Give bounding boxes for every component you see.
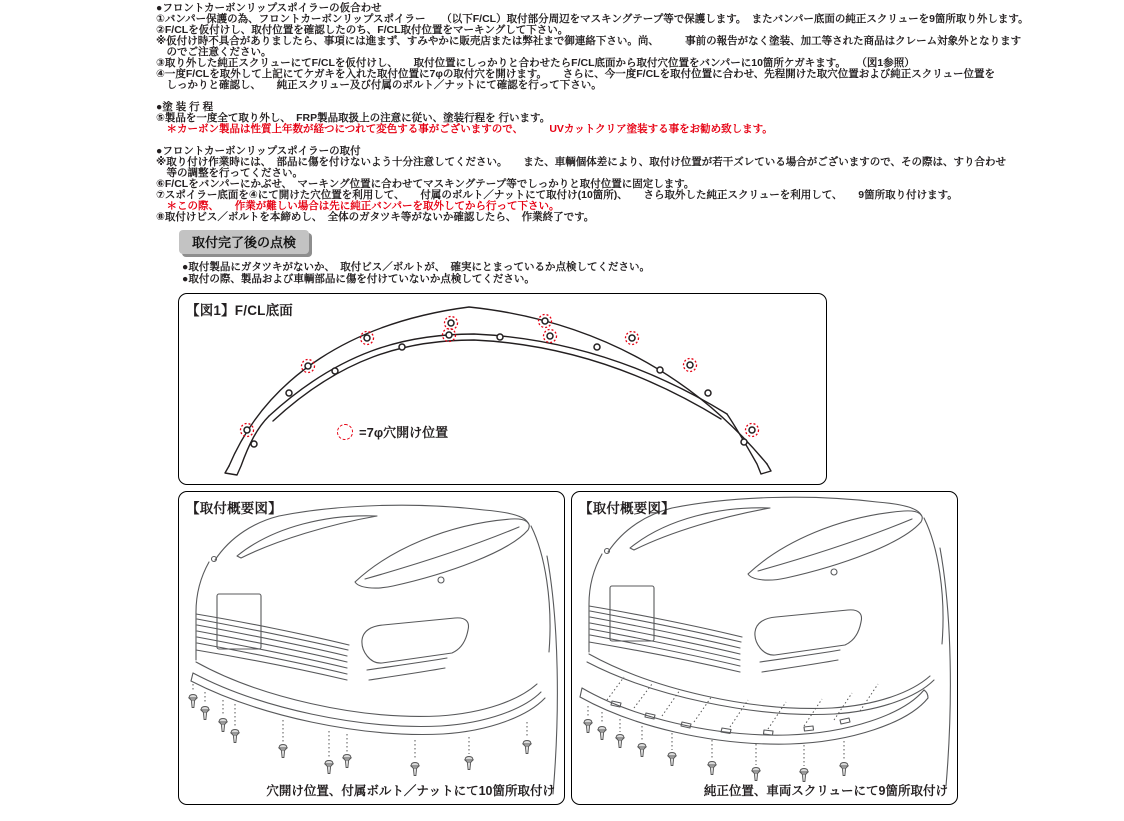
hole — [446, 332, 452, 338]
hole — [448, 320, 454, 326]
screw-icon — [523, 722, 531, 754]
instruction-line: ※取り付け作業時には、 部品に傷を付けないよう十分注意してください。 また、車輌個体差により、取付け位置が若干ズレている場合がございますので、その際は、すり合わせ — [156, 156, 1006, 168]
hole — [629, 335, 635, 341]
drill-hole-legend-icon — [337, 424, 353, 440]
figure1-label: 【図1】F/CL底面 — [186, 303, 294, 318]
hole — [542, 318, 548, 324]
overview-left-label: 【取付概要図】 — [186, 501, 282, 516]
screw-icon — [708, 740, 716, 775]
instruction-line: ●塗 装 行 程 — [156, 101, 214, 113]
overview-left-caption: 穴開け位置、付属ボルト／ナットにて10箇所取付け — [266, 784, 555, 798]
instruction-line: ⑥F/CLをバンパーにかぶせ、 マーキング位置に合わせてマスキングテープ等でしっかりと取付位置に固定します。 — [156, 178, 695, 190]
screw-icon — [840, 741, 848, 776]
screw-icon — [231, 704, 239, 743]
figure1-legend — [337, 422, 448, 441]
bolt-markers — [189, 684, 531, 776]
hole — [305, 363, 311, 369]
instruction-line: ＊この際、 作業が難しい場合は先に純正バンパーを取外してから行って下さい。 — [156, 200, 560, 212]
screw-icon — [668, 733, 676, 766]
factory-screw-hole — [594, 344, 600, 350]
car-front-line-art-bolts — [179, 492, 564, 804]
factory-screw-hole — [657, 367, 663, 373]
instruction-line: ※仮付け時不具合がありましたら、事項には進まず、すみやかに販売店または弊社まで御連絡下さい。尚、 事前の報告がなく塗装、加工等された商品はクレーム対象外となります — [156, 35, 1022, 47]
figure1-panel — [178, 293, 827, 485]
alignment-dash — [730, 700, 748, 727]
hole — [749, 427, 755, 433]
instruction-line — [156, 91, 1118, 102]
alignment-dash — [804, 699, 822, 726]
detached-lip-art — [580, 688, 928, 744]
factory-screw-hole — [497, 334, 503, 340]
instruction-line: しっかりと確認し、 純正スクリュー及び付属のボルト／ナットにて確認を行って下さい。 — [156, 79, 602, 91]
instruction-line: ④一度F/CLを取外して上記にてケガキを入れた取付位置に7φの取付穴を開けます。 さらに、今一度F/CLを取付位置に合わせ、先程開けた取穴位置および純正スクリュー位置を — [156, 68, 995, 80]
figure1-legend-text: =7φ穴開け位置 — [359, 425, 449, 440]
factory-screw-hole — [286, 390, 292, 396]
screw-icon — [219, 700, 227, 732]
screw-icon — [598, 712, 606, 740]
alignment-dash — [860, 684, 878, 711]
instruction-line: 等の調整を行ってください。 — [156, 167, 303, 179]
screw-icon — [638, 726, 646, 757]
screw-icon — [279, 720, 287, 758]
inspection-heading: 取付完了後の点検 — [179, 230, 309, 254]
instruction-text-block — [156, 3, 1118, 223]
instruction-line: ②F/CLを仮付けし、取付位置を確認したのち、F/CL取付位置をマーキングして下さい。 — [156, 24, 569, 36]
screw-icon — [201, 692, 209, 720]
instruction-line: ⑤製品を一度全て取り外し、 FRP製品取扱上の注意に従い、塗装行程を 行います。 — [156, 112, 551, 124]
overview-left-panel — [178, 491, 565, 805]
hole-markers — [241, 315, 759, 448]
alignment-dash — [607, 677, 624, 700]
overview-right-panel — [571, 491, 958, 805]
screw-icon — [752, 744, 760, 781]
screw-icon — [584, 706, 592, 733]
inspection-item: ●取付製品にガタツキがないか、 取付ビス／ボルトが、 確実にとまっているか点検してください。 — [182, 261, 651, 273]
instruction-line: のでご注意ください。 — [156, 46, 272, 58]
screw-icon — [411, 740, 419, 776]
instruction-line: ●フロントカーボンリップスポイラーの仮合わせ — [156, 2, 382, 14]
hole — [687, 362, 693, 368]
hole — [244, 427, 250, 433]
screw-icon — [465, 737, 473, 770]
screw-icon — [325, 731, 333, 774]
car-front-line-art-screws — [572, 492, 957, 804]
factory-screw-hole — [332, 368, 338, 374]
inspection-section — [179, 230, 650, 285]
factory-screw-hole — [251, 441, 257, 447]
overview-right-label: 【取付概要図】 — [579, 501, 675, 516]
overview-right-caption: 純正位置、車両スクリューにて9箇所取付け — [703, 784, 948, 798]
screw-icon — [343, 734, 351, 768]
screw-icon — [616, 719, 624, 748]
factory-screw-hole — [705, 390, 711, 396]
car-body-art — [191, 505, 557, 794]
car-body-art — [587, 497, 950, 786]
instruction-line: ①バンパー保護の為、フロントカーボンリップスポイラー （以下F/CL）取付部分周辺をマスキングテープ等で保護します。 またバンパー底面の純正スクリューを9箇所取り外します。 — [156, 13, 1029, 25]
screw-icon — [800, 745, 808, 782]
instruction-line: ＊カーボン製品は性質上年数が経つにつれて変色する事がございますので、 UVカットクリア塗装する事をお勧め致します。 — [156, 123, 773, 135]
instruction-line: ③取り外した純正スクリューにてF/CLを仮付けし、 取付位置にしっかりと合わせたらF/CL底面から取付穴位置をバンパーに10箇所ケガキます。 （図1参照） — [156, 57, 915, 69]
instruction-line: ⑦スポイラー底面を④にて開けた穴位置を利用して、 付属のボルト／ナットにて取付け(10箇所)、 さら取外した純正スクリューを利用して、 9箇所取り付けます。 — [156, 189, 958, 201]
inspection-items — [179, 262, 650, 285]
hole — [547, 333, 553, 339]
inspection-item: ●取付の際、製品および車輌部品に傷を付けていないか点検してください。 — [182, 272, 535, 285]
screw-icon — [189, 684, 197, 708]
factory-screw-hole — [741, 439, 747, 445]
instruction-line: ⑧取付けビス／ボルトを本締めし、 全体のガタツキ等がないか確認したら、 作業終了です。 — [156, 211, 595, 223]
hole — [364, 335, 370, 341]
factory-screw-hole — [399, 344, 405, 350]
spoiler-band-outline — [225, 307, 771, 475]
instruction-line: ●フロントカーボンリップスポイラーの取付 — [156, 145, 361, 157]
spoiler-bottom-diagram — [179, 294, 826, 484]
